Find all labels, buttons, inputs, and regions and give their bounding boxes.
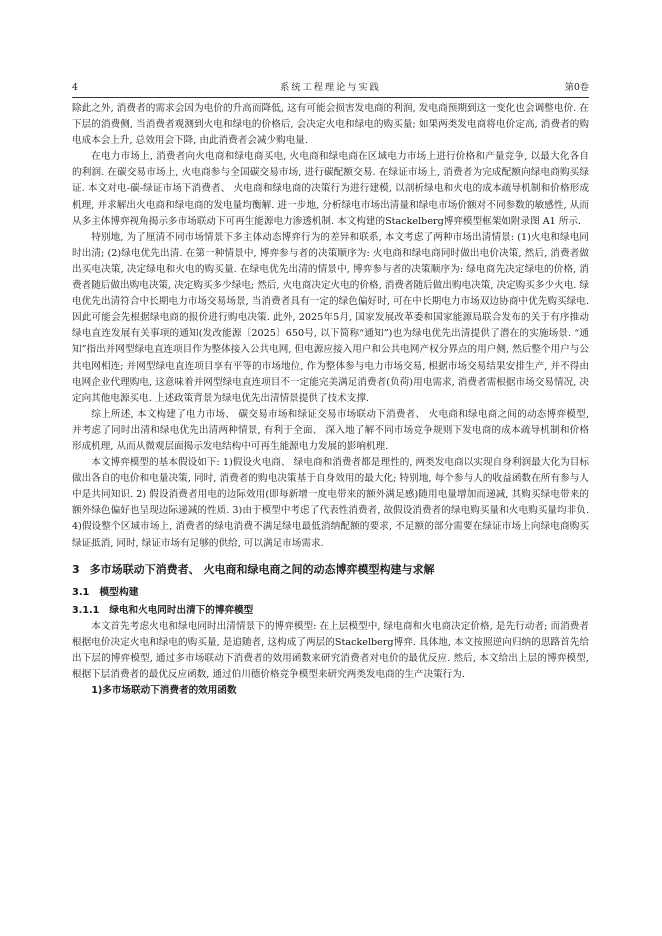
paragraph: 本文博弈模型的基本假设如下: 1)假设火电商、 绿电商和消费者都是理性的, 两类发电商以实现自身利润最大化为目标做出各自的电价和电量决策, 同时, 消费者的购电决策基于自身效用的最大化; 特别地, 每个参与人的收益函数在所有参与人中是共同知识. 2) 假设消费者用电的边际效用(即每新增一度电带来的额外满足感)随用电量增加而递减, 其购买绿电带来的额外绿色偏好也呈现边际递减的性质. 3)由于模型中考虑了代表性消费者, 故假设消费者的绿电购买量和火电购买量均非负. 4)假设整个区域市场上, 消费者的绿电消费不满足绿电最低消纳配额的要求, 不足额的部分需要在绿证市场上向绿电商购买绿证抵消, 同时, 绿证市场有足够的供给, 可以满足市场需求. [72, 457, 589, 549]
page-number: 4 [72, 82, 78, 93]
paragraph: 除此之外, 消费者的需求会因为电价的升高而降低, 这有可能会损害发电商的利润, 发电商预期到这一变化也会调整电价. 在下层的消费侧, 当消费者观测到火电和绿电的价格后, 会决定火电和绿电的购买量; 如果两类发电商将电价定高, 消费者的购电成本会上升, 总效用会下降, 由此消费者会减少购电量. [72, 103, 589, 147]
subsubsection-title: 绿电和火电同时出清下的博弈模型 [109, 604, 254, 616]
subsubsection-number: 3.1.1 [72, 604, 100, 616]
paragraph: 在电力市场上, 消费者向火电商和绿电商买电, 火电商和绿电商在区域电力市场上进行价格和产量竞争, 以最大化各自的利润. 在碳交易市场上, 火电商参与全国碳交易市场, 进行碳配额交易. 在绿证市场上, 消费者为完成配额向绿电商购买绿证. 本文对电-碳-绿证市场下消费者、 火电商和绿电商的决策行为进行建模, 以剖析绿电和火电的成本疏导机制和价格形成机理, 并求解出火电商和绿电商的发电量均衡解. 进一步地, 分析绿电市场出清量和绿电市场价额对不同参数的敏感性, 从而从多主体博弈视角揭示多市场联动下可再生能源电力渗透机制. 本文构建的Stackelberg博弈模型框架如附录图 A1 所示. [72, 151, 589, 227]
body-text [72, 101, 589, 699]
subsection-title: 模型构建 [99, 586, 139, 598]
subsubsection-heading [72, 602, 589, 619]
paragraph: 综上所述, 本文构建了电力市场、 碳交易市场和绿证交易市场联动下消费者、 火电商和绿电商之间的动态博弈模型, 并考虑了同时出清和绿电优先出清两种情景, 有利于全面、 深入地了解不同市场竞争规则下发电商的成本疏导机制和价格形成机理, 从而从微观层面揭示发电结构中可再生能源电力发展的影响机理. [72, 408, 589, 452]
paragraph-heading: 1)多市场联动下消费者的效用函数 [91, 685, 237, 696]
paragraph: 本文首先考虑火电和绿电同时出清情景下的博弈模型: 在上层模型中, 绿电商和火电商决定价格, 是先行动者; 而消费者根据电价决定火电和绿电的购买量, 是追随者, 这构成了两层的Stackelberg博弈. 具体地, 本文按照逆向归纳的思路首先给出下层的博弈模型, 通过多市场联动下消费者的效用函数来研究消费者对电价的最优反应. 然后, 本文给出上层的博弈模型, 根据下层消费者的最优反应函数, 通过伯川德价格竞争模型来研究两类发电商的生产决策行为. [72, 620, 589, 680]
journal-title: 系统工程理论与实践 [280, 82, 381, 93]
section-heading [72, 561, 589, 579]
section-number: 3 [72, 562, 80, 576]
subsection-heading [72, 584, 589, 601]
running-header [72, 80, 589, 96]
header-rule [72, 97, 589, 98]
paragraph: 特别地, 为了厘清不同市场情景下多主体动态博弈行为的差异和联系, 本文考虑了两种市场出清情景: (1)火电和绿电同时出清; (2)绿电优先出清. 在第一种情景中, 博弈参与者的决策顺序为: 火电商和绿电商同时做出电价决策, 然后, 消费者做出买电决策, 决定绿电和火电的购买量. 在绿电优先出清的情景中, 博弈参与者的决策顺序为: 绿电商先决定绿电的价格, 消费者随后做出购电决策, 决定购买多少绿电; 然后, 火电商决定火电的价格, 消费者随后做出购电决策, 决定购买多少火电. 绿电优先出清符合中长期电力市场交易场景, 当消费者具有一定的绿色偏好时, 可在中长期电力市场双边协商中优先购买绿电. 因此可能会先根据绿电商的报价进行购电决策. 此外, 2025年5月, 国家发展改革委和国家能源局联合发布的关于有序推动绿电直连发展有关事项的通知(发改能源〔2025〕650号, 以下简称“通知”)也为绿电优先出清提供了潜在的实施场景. “通知”指出并网型绿电直连项目作为整体接入公共电网, 但电源应接入用户和公共电网产权分界点的用户侧, 然后整个用户与公共电网相连; 并网型绿电直连项目享有平等的市场地位, 作为整体参与电力市场交易, 根据市场交易结果安排生产, 并不得由电网企业代理购电, 这意味着并网型绿电直连项目不一定能完美满足消费者(负荷)用电需求, 消费者需根据市场交易情况, 决定向其他电源买电. 上述政策背景为绿电优先出清情景提供了技术支撑. [72, 231, 589, 404]
volume-label: 第0卷 [564, 82, 589, 93]
section-title: 多市场联动下消费者、 火电商和绿电商之间的动态博弈模型构建与求解 [89, 562, 435, 576]
subsection-number: 3.1 [72, 586, 90, 598]
